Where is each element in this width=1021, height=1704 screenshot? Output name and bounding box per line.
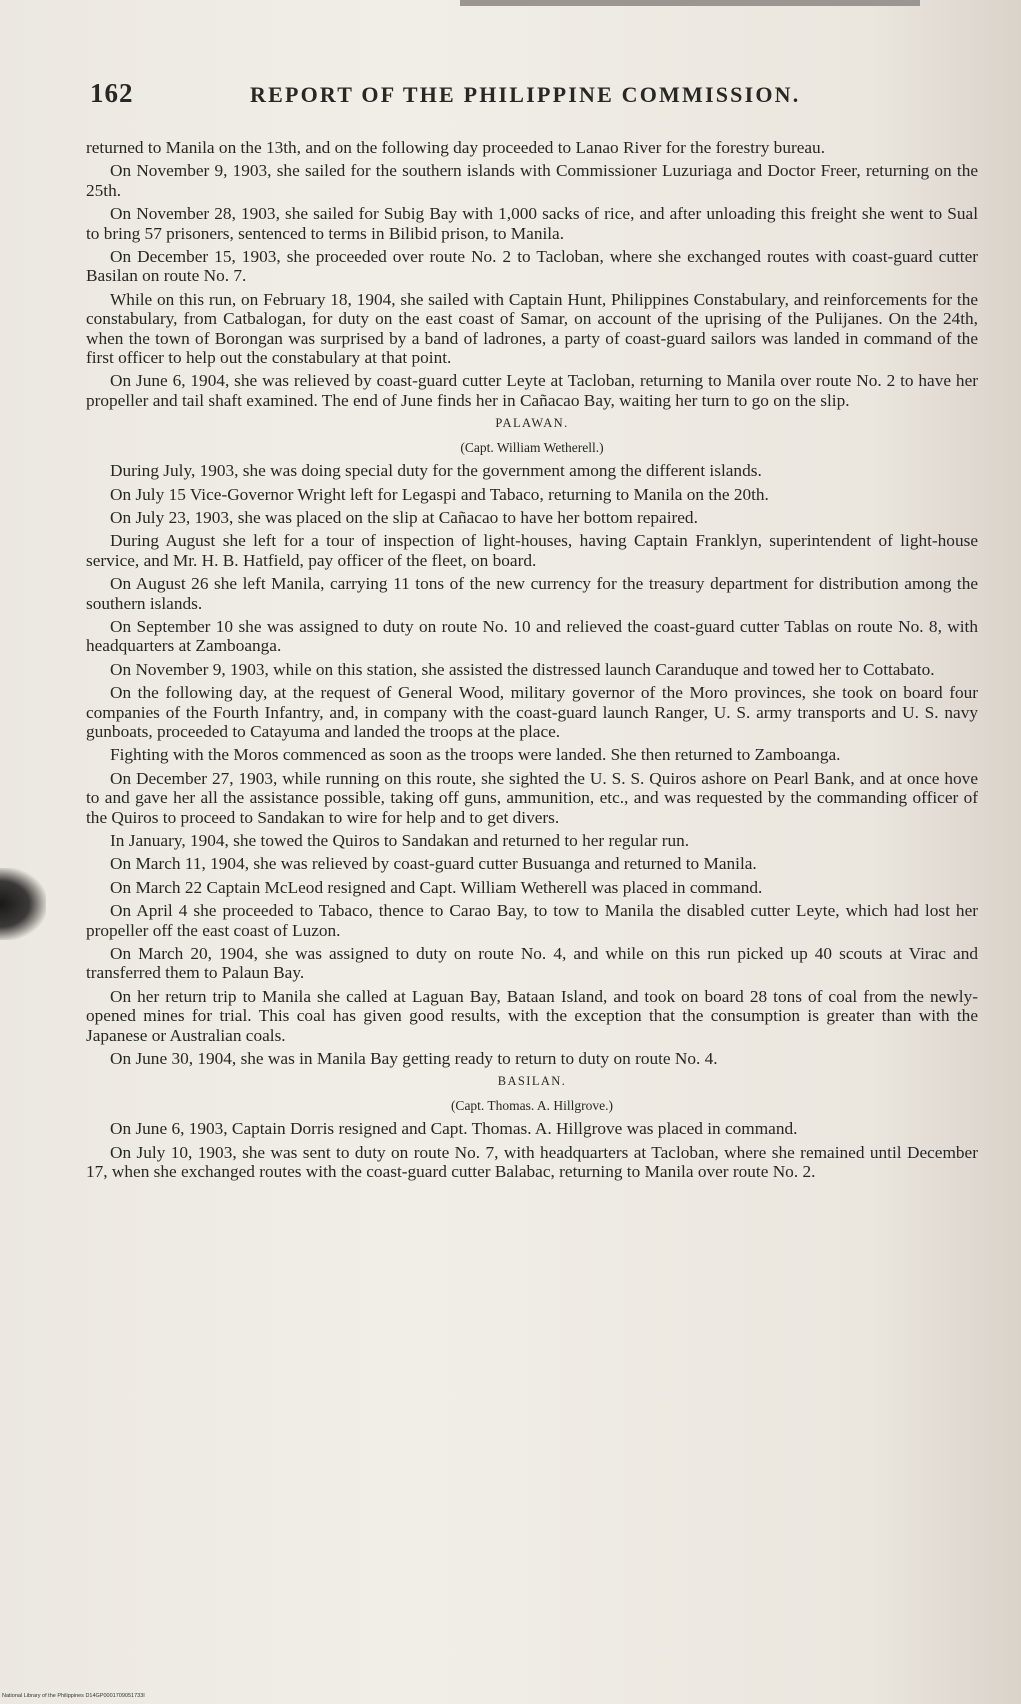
section-heading-palawan: PALAWAN. (495, 416, 569, 431)
paragraph: On August 26 she left Manila, carrying 11 tons of the new currency for the treasury department for distribution among the southern islands. (86, 574, 978, 613)
page-body (86, 138, 978, 1186)
binding-shadow (0, 868, 46, 940)
paragraph: On December 27, 1903, while running on this route, she sighted the U. S. S. Quiros ashore on Pearl Bank, and at once hove to and gave her all the assistance possible, taking off guns, ammunition, etc., and was requested by the commanding officer of the Quiros to proceed to Sandakan to wire for help and to get divers. (86, 768, 978, 827)
section-subheading-basilan: (Capt. Thomas. A. Hillgrove.) (450, 1097, 614, 1113)
paragraph: returned to Manila on the 13th, and on the following day proceeded to Lanao River for the forestry bureau. (86, 138, 826, 157)
paragraph: On June 30, 1904, she was in Manila Bay getting ready to return to duty on route No. 4. (110, 1049, 718, 1069)
running-head: REPORT OF THE PHILIPPINE COMMISSION. (250, 82, 801, 107)
paragraph: On June 6, 1904, she was relieved by coast-guard cutter Leyte at Tacloban, returning to Manila over route No. 2 to have her propeller and tail shaft examined. The end of June finds her in Cañacao Bay, waiting her turn to go on the slip. (86, 371, 978, 410)
paragraph: On November 28, 1903, she sailed for Subig Bay with 1,000 sacks of rice, and after unloading this freight she went to Sual to bring 57 prisoners, sentenced to terms in Bilibid prison, to Manila. (86, 204, 978, 243)
paragraph: On November 9, 1903, she sailed for the southern islands with Commissioner Luzuriaga and Doctor Freer, returning on the 25th. (86, 161, 978, 200)
paragraph: In January, 1904, she towed the Quiros to Sandakan and returned to her regular run. (110, 831, 690, 850)
section-heading-basilan: BASILAN. (497, 1074, 567, 1089)
paragraph: On June 6, 1903, Captain Dorris resigned and Capt. Thomas. A. Hillgrove was placed in command. (110, 1119, 798, 1139)
paragraph: On March 11, 1904, she was relieved by coast-guard cutter Busuanga and returned to Manila. (110, 854, 757, 874)
paragraph: During July, 1903, she was doing special duty for the government among the different islands. (110, 461, 762, 481)
page-header (90, 78, 970, 118)
paragraph: During August she left for a tour of inspection of light-houses, having Captain Franklyn, superintendent of light-house service, and Mr. H. B. Hatfield, pay officer of the fleet, on board. (86, 531, 978, 570)
page-top-edge (460, 0, 920, 6)
paragraph: On July 10, 1903, she was sent to duty on route No. 7, with headquarters at Tacloban, where she remained until December 17, when she exchanged routes with the coast-guard cutter Balabac, returning to Manila over route No. 2. (86, 1142, 978, 1182)
paragraph: Fighting with the Moros commenced as soon as the troops were landed. She then returned to Zamboanga. (110, 745, 841, 765)
paragraph: On March 20, 1904, she was assigned to duty on route No. 4, and while on this run picked up 40 scouts at Virac and transferred them to Palaun Bay. (86, 944, 978, 983)
paragraph: On September 10 she was assigned to duty on route No. 10 and relieved the coast-guard cutter Tablas on route No. 8, with headquarters at Zamboanga. (86, 616, 978, 656)
paragraph: On December 15, 1903, she proceeded over route No. 2 to Tacloban, where she exchanged routes with coast-guard cutter Basilan on route No. 7. (86, 247, 978, 286)
section-subheading-palawan: (Capt. William Wetherell.) (460, 439, 604, 455)
paragraph: On November 9, 1903, while on this station, she assisted the distressed launch Caranduque and towed her to Cottabato. (110, 659, 935, 679)
paragraph: On July 15 Vice-Governor Wright left for Legaspi and Tabaco, returning to Manila on the 20th. (110, 484, 769, 504)
paragraph: On July 23, 1903, she was placed on the slip at Cañacao to have her bottom repaired. (110, 507, 698, 527)
scan-credit: National Library of the Philippines D14GP0001709051733I (2, 1693, 145, 1699)
paragraph: On her return trip to Manila she called at Laguan Bay, Bataan Island, and took on board 28 tons of coal from the newly-opened mines for trial. This coal has given good results, with the exception that the consumption is greater than with the Japanese or Australian coals. (86, 986, 978, 1045)
paragraph: On the following day, at the request of General Wood, military governor of the Moro provinces, she took on board four companies of the Fourth Infantry, and, in company with the coast-guard launch Ranger, U. S. army transports and U. S. navy gunboats, proceeded to Catayuma and landed the troops at the place. (86, 683, 978, 741)
paragraph: On April 4 she proceeded to Tabaco, thence to Carao Bay, to tow to Manila the disabled cutter Leyte, which had lost her propeller off the east coast of Luzon. (86, 901, 978, 940)
paragraph: On March 22 Captain McLeod resigned and Capt. William Wetherell was placed in command. (110, 877, 763, 897)
page-number: 162 (90, 78, 134, 108)
paragraph: While on this run, on February 18, 1904, she sailed with Captain Hunt, Philippines Constabulary, and reinforcements for the constabulary, from Catbalogan, for duty on the east coast of Samar, on account of the uprising of the Pulijanes. On the 24th, when the town of Borongan was surprised by a band of ladrones, a party of coast-guard sailors was landed in command of the first officer to help out the constabulary at that point. (86, 289, 978, 368)
